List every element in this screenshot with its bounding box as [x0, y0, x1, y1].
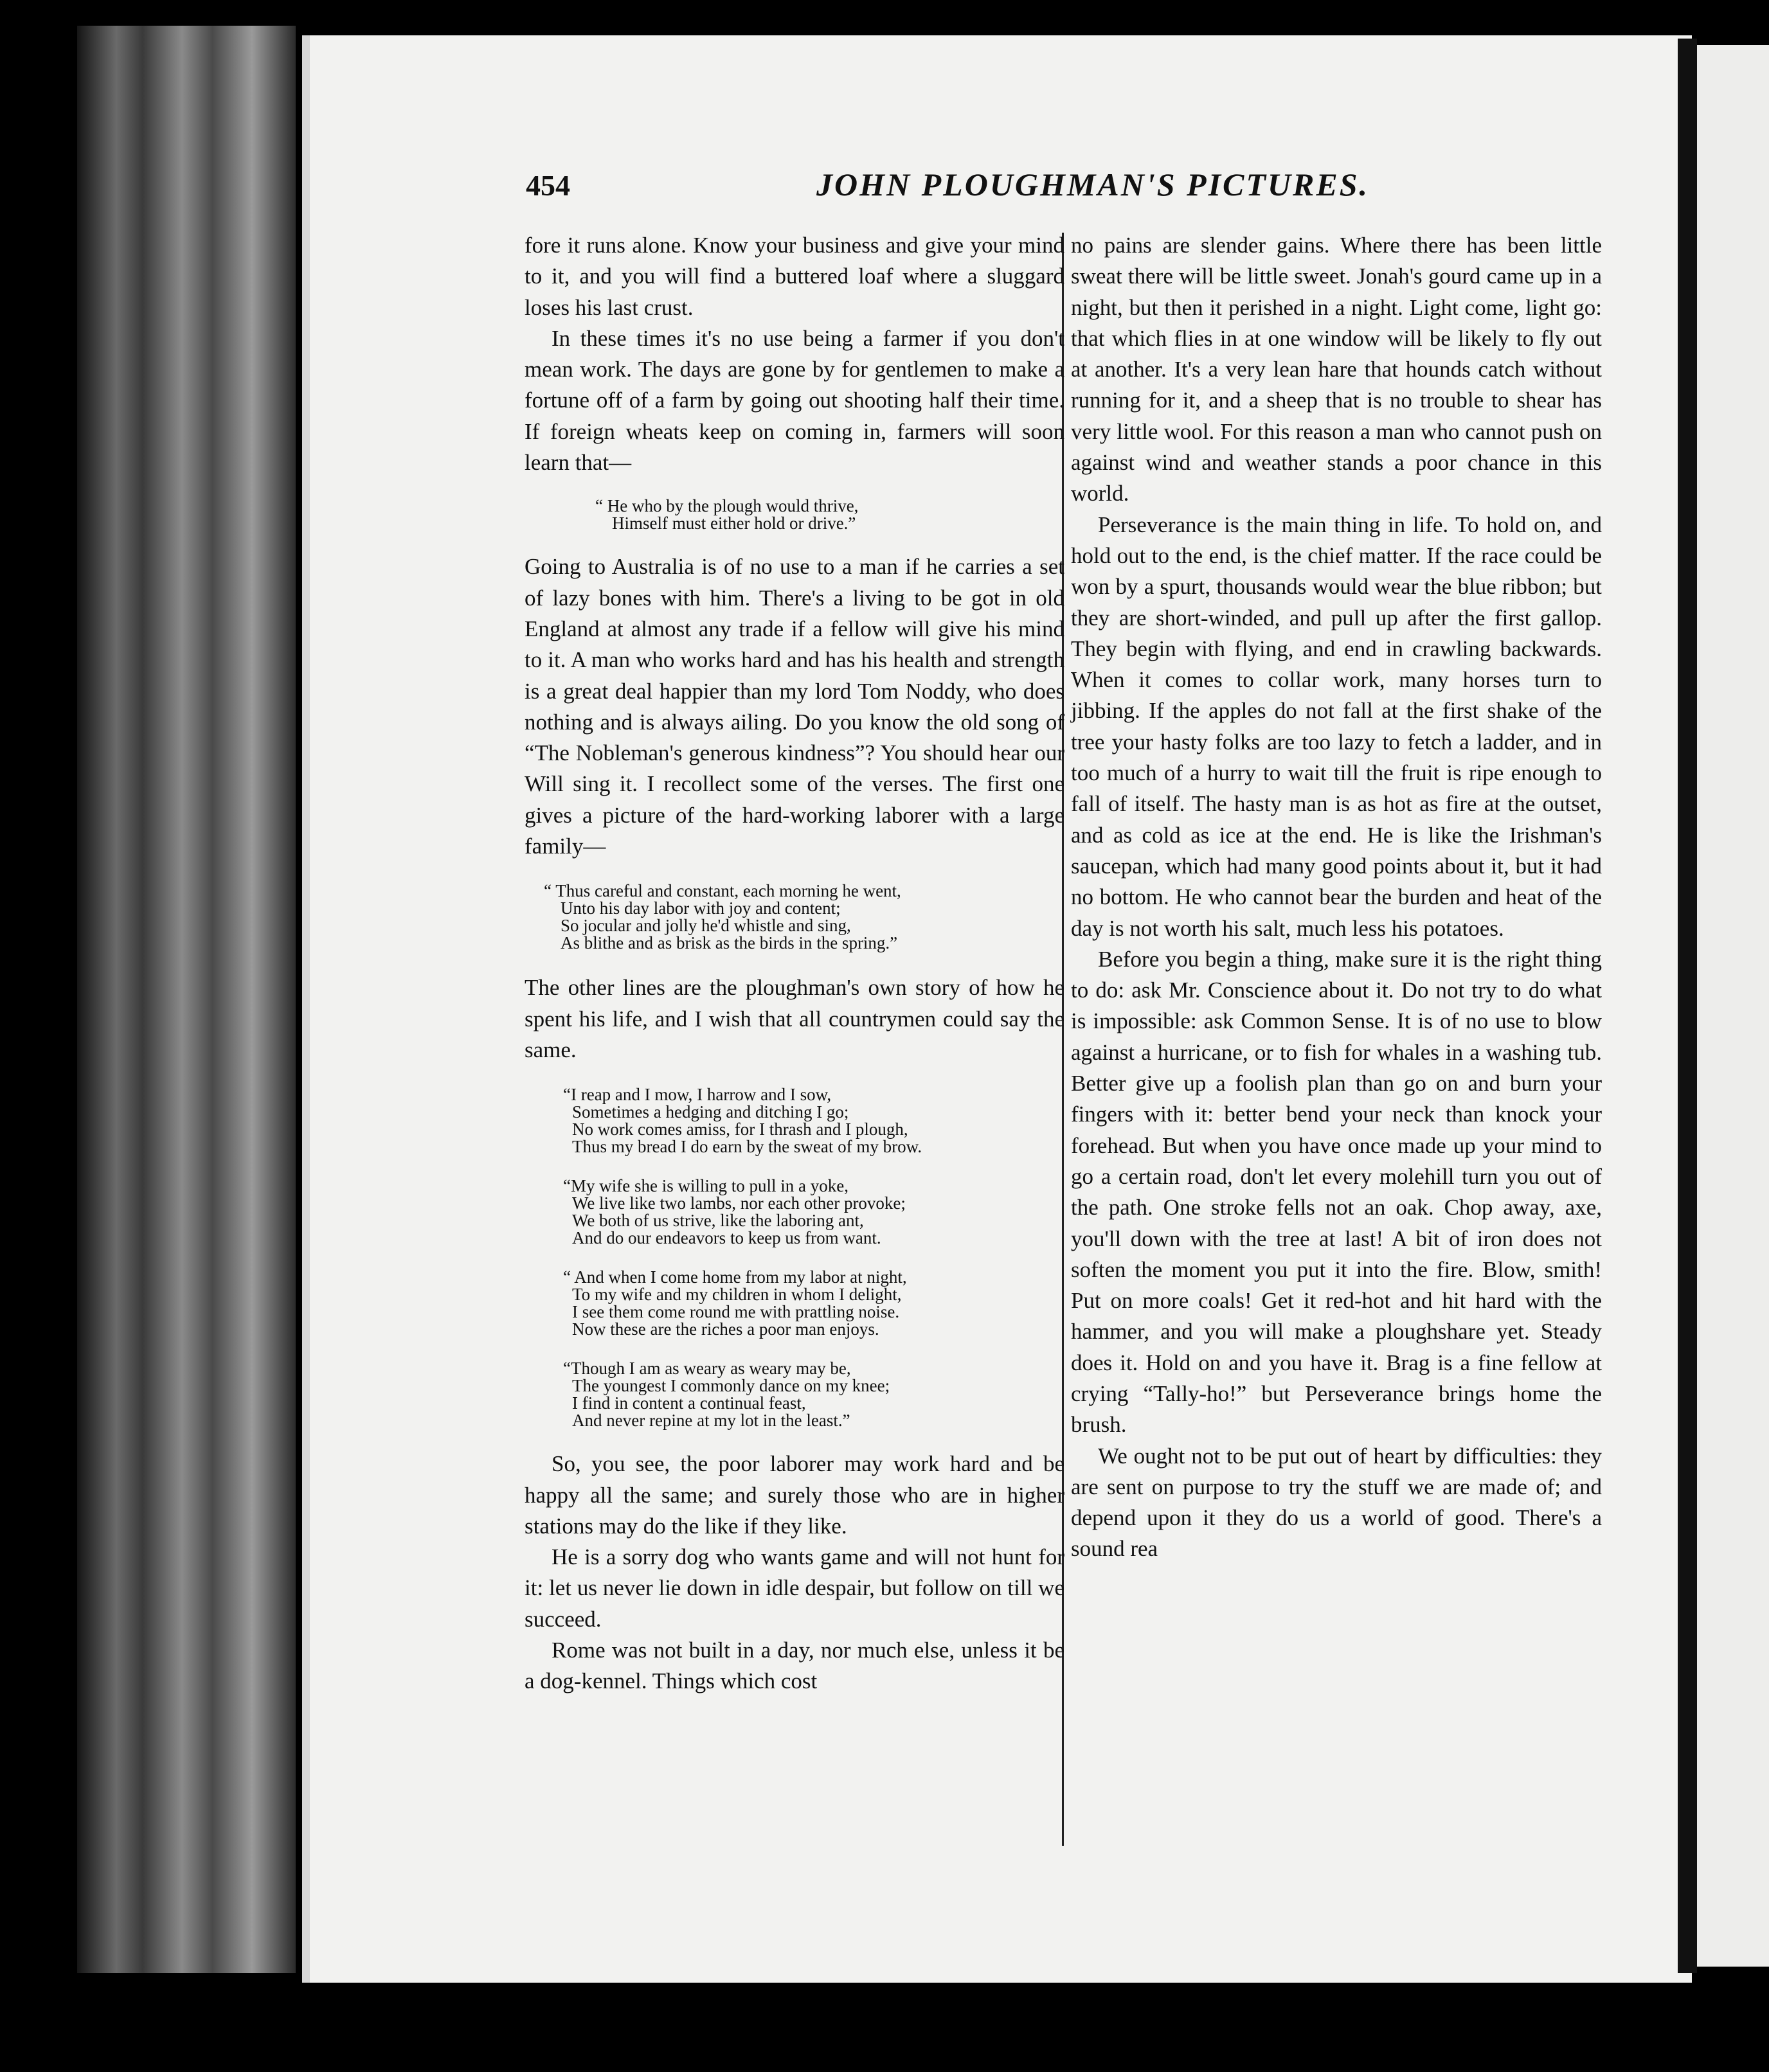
book-page-edges [77, 26, 296, 1973]
paragraph: Before you begin a thing, make sure it is the right thing to do: ask Mr. Conscience about it. Do not try to do what is impossible: ask Common Sense. It is of no use to blow against a hurricane, or to fish for whales in a washing tub. Better give up a foolish plan than go on and burn your fingers with it: better bend your neck than knock your forehead. But when you have once made up your mind to go a certain road, don't let every molehill turn you out of the path. One stroke fells not an oak. Chop away, axe, you'll down with the tree at last! A bit of iron does not soften the moment you put it into the fire. Blow, smith! Put on more coals! Get it red-hot and hit hard with the hammer, and you will make a ploughshare yet. Steady does it. Hold on and you have it. Brag is a fine fellow at crying “Tally-ho!” but Perseverance brings home the brush. [1071, 946, 1602, 1438]
paragraph: The other lines are the ploughman's own story of how he spent his life, and I wish that all countrymen could say the same. [525, 975, 1064, 1062]
verse-line: I find in content a continual feast, [572, 1393, 806, 1413]
running-head: JOHN PLOUGHMAN'S PICTURES. [816, 166, 1370, 202]
paragraph: Perseverance is the main thing in life. To hold on, and hold out to the end, is the chief matter. If the race could be won by a spurt, thousands would wear the blue ribbon; but they are short-winded, and pull up after the first gallop. They begin with flying, and end in crawling backwards. When it comes to collar work, many horses turn to jibbing. If the apples do not fall at the first shake of the tree your hasty folks are too lazy to fetch a ladder, and in too much of a hurry to wait till the fruit is ripe enough to fall of itself. The hasty man is as hot as fire at the outset, and as cold as ice at the end. He is like the Irishman's saucepan, which had many good points about it, but it had no bottom. He who cannot bear the burden and heat of the day is not worth his salt, much less his potatoes. [1071, 512, 1602, 941]
verse-line: Unto his day labor with joy and content; [561, 898, 841, 918]
verse-line: To my wife and my children in whom I delight, [572, 1285, 902, 1305]
verse-stanza [563, 1177, 1064, 1247]
facing-page-edge [1697, 45, 1769, 1967]
verse-line: The youngest I commonly dance on my knee; [572, 1376, 890, 1396]
verse-quote [544, 882, 1064, 952]
verse-line: Sometimes a hedging and ditching I go; [572, 1102, 849, 1122]
verse-line: “ And when I come home from my labor at night, [563, 1267, 907, 1287]
paragraph: So, you see, the poor laborer may work hard and be happy all the same; and surely those who are in higher stations may do the like if they like. [525, 1451, 1064, 1539]
left-column [525, 230, 1064, 1697]
verse-line: And never repine at my lot in the least.” [572, 1411, 850, 1431]
verse-line: “My wife she is willing to pull in a yoke, [563, 1176, 849, 1196]
right-column [1071, 230, 1602, 1565]
paragraph: Rome was not built in a day, nor much else, unless it be a dog-kennel. Things which cost [525, 1638, 1064, 1694]
verse-line: We both of us strive, like the laboring ant, [572, 1211, 864, 1231]
verse-quote [595, 497, 1064, 532]
verse-line: As blithe and as brisk as the birds in the spring.” [561, 933, 898, 953]
verse-stanza [563, 1360, 1064, 1429]
verse-line: Now these are the riches a poor man enjoys. [572, 1319, 879, 1339]
verse-line: “ Thus careful and constant, each morning he went, [544, 881, 901, 901]
verse-line: So jocular and jolly he'd whistle and sing, [561, 916, 851, 936]
verse-line: No work comes amiss, for I thrash and I plough, [572, 1120, 908, 1139]
verse-stanza [563, 1086, 1064, 1156]
verse-line: Thus my bread I do earn by the sweat of my brow. [572, 1137, 922, 1157]
verse-line: I see them come round me with prattling noise. [572, 1302, 900, 1322]
paragraph: He is a sorry dog who wants game and will not hunt for it: let us never lie down in idle despair, but follow on till we succeed. [525, 1544, 1064, 1632]
paragraph: In these times it's no use being a farmer if you don't mean work. The days are gone by for gentlemen to make a fortune off of a farm by going out shooting half their time. If foreign wheats keep on coming in, farmers will soon learn that— [525, 325, 1064, 476]
verse-line: “Though I am as weary as weary may be, [563, 1359, 851, 1379]
paragraph: fore it runs alone. Know your business and give your mind to it, and you will find a buttered loaf where a sluggard loses his last crust. [525, 233, 1064, 320]
verse-line: And do our endeavors to keep us from want. [572, 1228, 881, 1248]
verse-line: “I reap and I mow, I harrow and I sow, [563, 1085, 832, 1105]
paragraph: no pains are slender gains. Where there has been little sweat there will be little sweet. Jonah's gourd came up in a night, but then it perished in a night. Light come, light go: that which flies in at one window will be likely to fly out at another. It's a very lean hare that hounds catch without running for it, and a sheep that is no trouble to shear has very little wool. For this reason a man who cannot push on against wind and weather stands a poor chance in this world. [1071, 233, 1602, 506]
page-number: 454 [526, 169, 570, 202]
verse-stanza [563, 1269, 1064, 1338]
verse-line: “ He who by the plough would thrive, [595, 496, 859, 516]
paragraph: Going to Australia is of no use to a man if he carries a set of lazy bones with him. There's a living to be got in old England at almost any trade if a fellow will give his mind to it. A man who works hard and has his health and strength is a great deal happier than my lord Tom Noddy, who does nothing and is always ailing. Do you know the old song of “The Nobleman's generous kindness”? You should hear our Will sing it. I recollect some of the verses. The first one gives a picture of the hard-working laborer with a large family— [525, 554, 1064, 859]
verse-line: Himself must either hold or drive.” [612, 514, 856, 533]
page-gutter [1678, 39, 1697, 1973]
verse-line: We live like two lambs, nor each other provoke; [572, 1193, 906, 1213]
paragraph: We ought not to be put out of heart by difficulties: they are sent on purpose to try the stuff we are made of; and depend upon it they do us a world of good. There's a sound rea [1071, 1443, 1602, 1562]
